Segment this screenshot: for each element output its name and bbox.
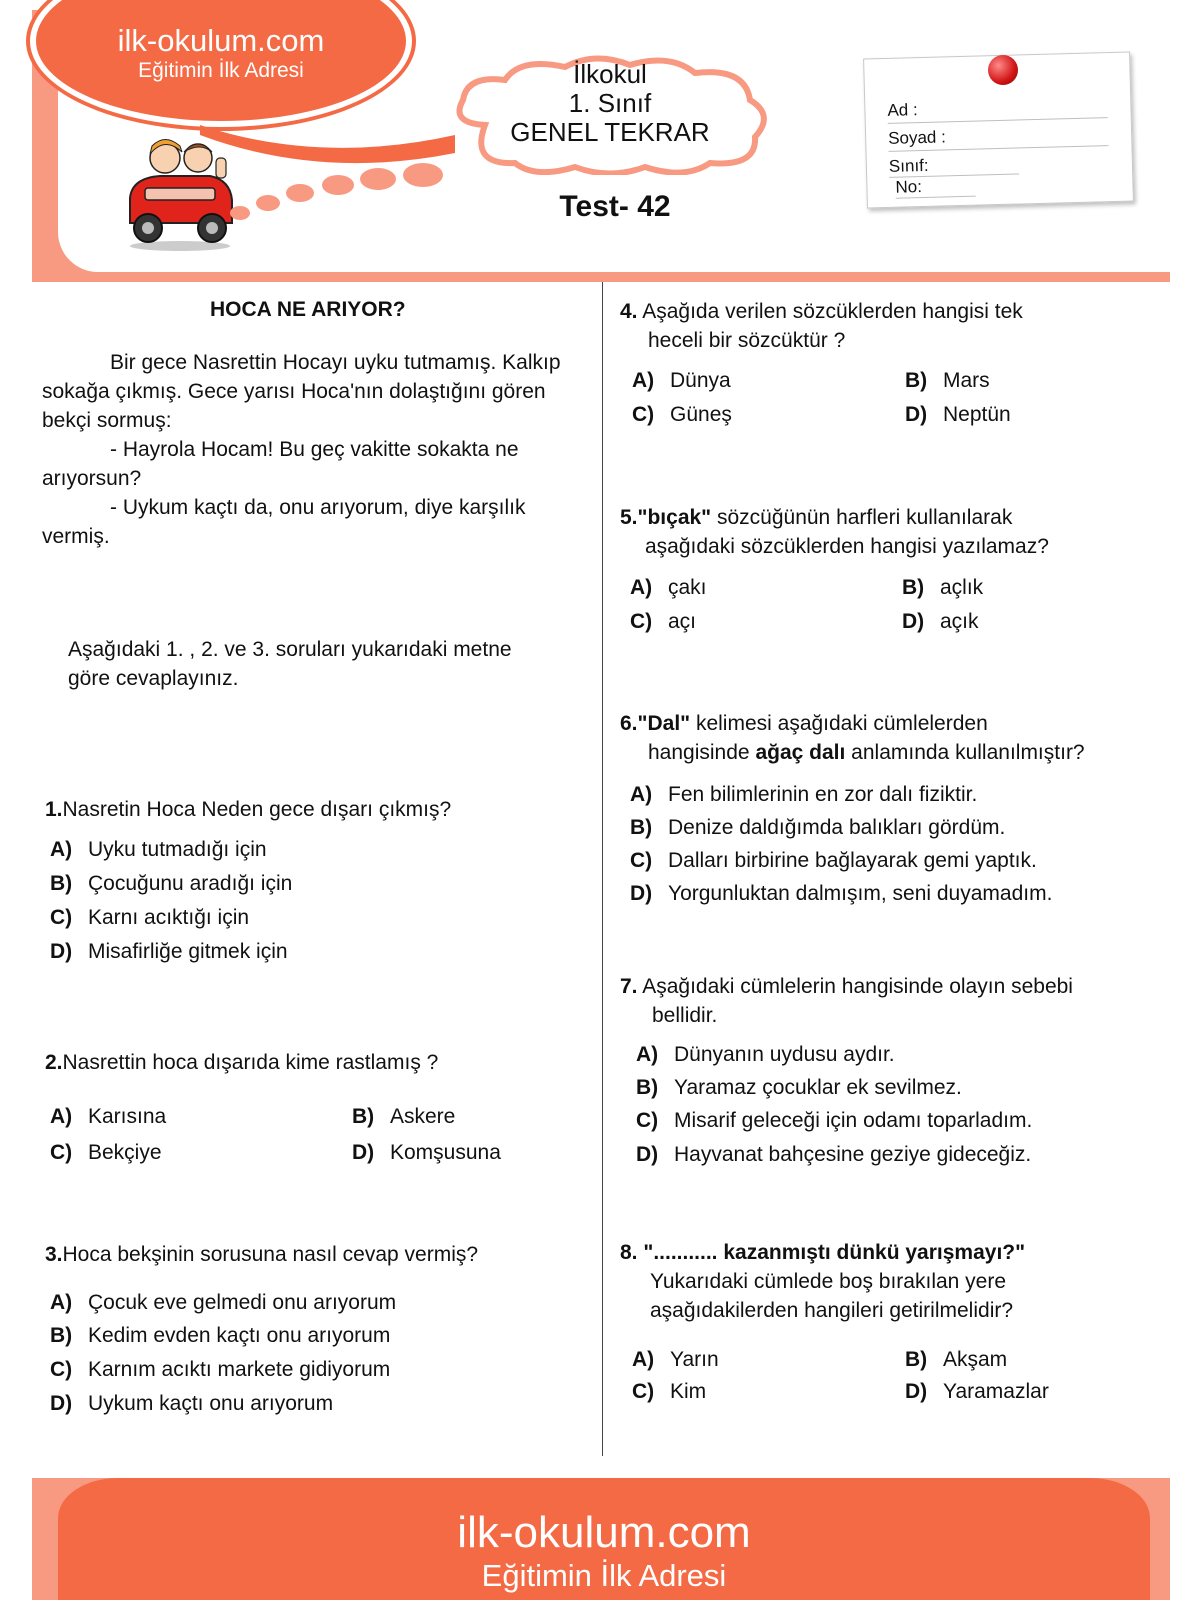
question-4-text-line2: heceli bir sözcüktür ? bbox=[648, 329, 846, 352]
q5-option-b[interactable]: B) açlık bbox=[902, 576, 984, 599]
story-paragraph-1: Bir gece Nasrettin Hocayı uyku tutmamış. Kalkıp sokağa çıkmış. Gece yarısı Hoca'nın dolaştığını gören bekçi sormuş: bbox=[42, 351, 561, 432]
q5-option-c[interactable]: C) açı bbox=[630, 610, 697, 633]
q4-option-c[interactable]: C) Güneş bbox=[632, 403, 732, 426]
q7-option-a[interactable]: A) Dünyanın uydusu aydır. bbox=[636, 1043, 895, 1066]
question-2 bbox=[45, 1048, 585, 1077]
question-1 bbox=[45, 795, 585, 824]
test-title: Test- 42 bbox=[559, 190, 671, 223]
q2-option-c[interactable]: C) Bekçiye bbox=[50, 1141, 162, 1164]
q8-option-c[interactable]: C) Kim bbox=[632, 1380, 707, 1403]
q7-option-c[interactable]: C) Misarif geleceği için odamı toparladım. bbox=[636, 1109, 1033, 1132]
class-number-row bbox=[889, 151, 1110, 201]
q2-option-a[interactable]: A) Karısına bbox=[50, 1105, 167, 1128]
question-3 bbox=[45, 1240, 585, 1269]
story-paragraph-3: - Uykum kaçtı da, onu arıyorum, diye karşılık vermiş. bbox=[42, 496, 526, 548]
class-field-label: Sınıf: bbox=[888, 155, 929, 176]
q2-option-d[interactable]: D) Komşusuna bbox=[352, 1141, 501, 1164]
question-5-text-line1: sözcüğünün harfleri kullanılarak bbox=[716, 506, 1013, 529]
question-2-number: 2. bbox=[45, 1051, 63, 1074]
question-7-text-line2: bellidir. bbox=[652, 1004, 718, 1027]
q3-option-b[interactable]: B) Kedim evden kaçtı onu arıyorum bbox=[50, 1324, 391, 1347]
question-4-number: 4. bbox=[620, 300, 638, 323]
question-5-word: "bıçak" bbox=[637, 506, 712, 529]
q6-option-b[interactable]: B) Denize daldığımda balıkları gördüm. bbox=[630, 816, 1006, 839]
q8-option-b[interactable]: B) Akşam bbox=[905, 1348, 1008, 1371]
question-6 bbox=[620, 709, 1180, 738]
class-field[interactable] bbox=[889, 153, 1020, 177]
logo-site-name: ilk-okulum.com bbox=[117, 23, 325, 58]
thought-dots-decoration bbox=[228, 155, 458, 225]
column-divider bbox=[602, 282, 603, 1456]
question-6-text-line2: hangisinde ağaç dalı anlamında kullanılmıştır? bbox=[648, 741, 1085, 764]
story-title: HOCA NE ARIYOR? bbox=[210, 298, 406, 321]
q7-option-b[interactable]: B) Yaramaz çocuklar ek sevilmez. bbox=[636, 1076, 962, 1099]
footer-slogan: Eğitimin İlk Adresi bbox=[481, 1558, 727, 1593]
car-cartoon-icon bbox=[120, 128, 240, 253]
q1-option-c[interactable]: C) Karnı acıktığı için bbox=[50, 906, 250, 929]
surname-field[interactable] bbox=[888, 123, 1109, 152]
story-paragraph-2: - Hayrola Hocam! Bu geç vakitte sokakta ne arıyorsun? bbox=[42, 438, 519, 490]
question-8 bbox=[620, 1238, 1180, 1267]
q6-option-a[interactable]: A) Fen bilimlerinin en zor dalı fiziktir. bbox=[630, 783, 978, 806]
q4-option-a[interactable]: A) Dünya bbox=[632, 369, 731, 392]
question-8-text-line1: Yukarıdaki cümlede boş bırakılan yere bbox=[650, 1270, 1007, 1293]
name-field-label: Ad : bbox=[887, 100, 918, 120]
footer-site-name[interactable]: ilk-okulum.com bbox=[457, 1508, 751, 1557]
q5-option-a[interactable]: A) çakı bbox=[630, 576, 707, 599]
question-6-word: "Dal" bbox=[637, 712, 691, 735]
q8-option-d[interactable]: D) Yaramazlar bbox=[905, 1380, 1049, 1403]
question-1-text: Nasretin Hoca Neden gece dışarı çıkmış? bbox=[62, 798, 452, 821]
question-6-text-line1: kelimesi aşağıdaki cümlelerden bbox=[695, 712, 988, 735]
question-7-number: 7. bbox=[620, 975, 638, 998]
number-field-label: No: bbox=[895, 177, 923, 197]
question-4 bbox=[620, 297, 1160, 326]
q4-option-b[interactable]: B) Mars bbox=[905, 369, 990, 392]
question-5-text-line2: aşağıdaki sözcüklerden hangisi yazılamaz? bbox=[645, 535, 1049, 558]
q1-option-a[interactable]: A) Uyku tutmadığı için bbox=[50, 838, 267, 861]
question-6-key-phrase: ağaç dalı bbox=[755, 741, 846, 764]
number-field[interactable] bbox=[895, 176, 976, 199]
q1-option-d[interactable]: D) Misafirliğe gitmek için bbox=[50, 940, 288, 963]
cloud-grade: 1. Sınıf bbox=[568, 88, 652, 118]
q3-option-d[interactable]: D) Uykum kaçtı onu arıyorum bbox=[50, 1392, 334, 1415]
question-5-number: 5. bbox=[620, 506, 638, 529]
question-8-sentence: "........... kazanmıştı dünkü yarışmayı?" bbox=[643, 1241, 1026, 1264]
question-1-number: 1. bbox=[45, 798, 63, 821]
name-field[interactable] bbox=[887, 95, 1108, 124]
cloud-school-level: İlkokul bbox=[573, 59, 647, 89]
q6-option-d[interactable]: D) Yorgunluktan dalmışım, seni duyamadım. bbox=[630, 882, 1053, 905]
q2-option-b[interactable]: B) Askere bbox=[352, 1105, 456, 1128]
surname-field-label: Soyad : bbox=[887, 127, 947, 148]
story-instruction: Aşağıdaki 1. , 2. ve 3. soruları yukarıdaki metne göre cevaplayınız. bbox=[68, 638, 512, 690]
q3-option-c[interactable]: C) Karnım acıktı markete gidiyorum bbox=[50, 1358, 391, 1381]
cloud-subject: GENEL TEKRAR bbox=[510, 117, 710, 147]
q3-option-a[interactable]: A) Çocuk eve gelmedi onu arıyorum bbox=[50, 1291, 397, 1314]
question-8-number: 8. bbox=[620, 1241, 638, 1264]
question-2-text: Nasrettin hoca dışarıda kime rastlamış ? bbox=[62, 1051, 439, 1074]
push-pin-icon bbox=[988, 55, 1018, 85]
question-4-text-line1: Aşağıda verilen sözcüklerden hangisi tek bbox=[642, 300, 1023, 323]
question-7-text-line1: Aşağıdaki cümlelerin hangisinde olayın sebebi bbox=[642, 975, 1073, 998]
question-3-text: Hoca bekşinin sorusuna nasıl cevap vermiş? bbox=[62, 1243, 479, 1266]
question-3-number: 3. bbox=[45, 1243, 63, 1266]
question-8-text-line2: aşağıdakilerden hangileri getirilmelidir? bbox=[650, 1299, 1014, 1322]
title-cloud bbox=[445, 55, 775, 175]
q1-option-b[interactable]: B) Çocuğunu aradığı için bbox=[50, 872, 293, 895]
q5-option-d[interactable]: D) açık bbox=[902, 610, 979, 633]
logo-slogan: Eğitimin İlk Adresi bbox=[138, 59, 304, 82]
question-6-number: 6. bbox=[620, 712, 638, 735]
question-5 bbox=[620, 503, 1180, 532]
q6-option-c[interactable]: C) Dalları birbirine bağlayarak gemi yaptık. bbox=[630, 849, 1037, 872]
q8-option-a[interactable]: A) Yarın bbox=[632, 1348, 719, 1371]
q4-option-d[interactable]: D) Neptün bbox=[905, 403, 1011, 426]
q7-option-d[interactable]: D) Hayvanat bahçesine geziye gideceğiz. bbox=[636, 1143, 1032, 1166]
question-7 bbox=[620, 972, 1180, 1001]
